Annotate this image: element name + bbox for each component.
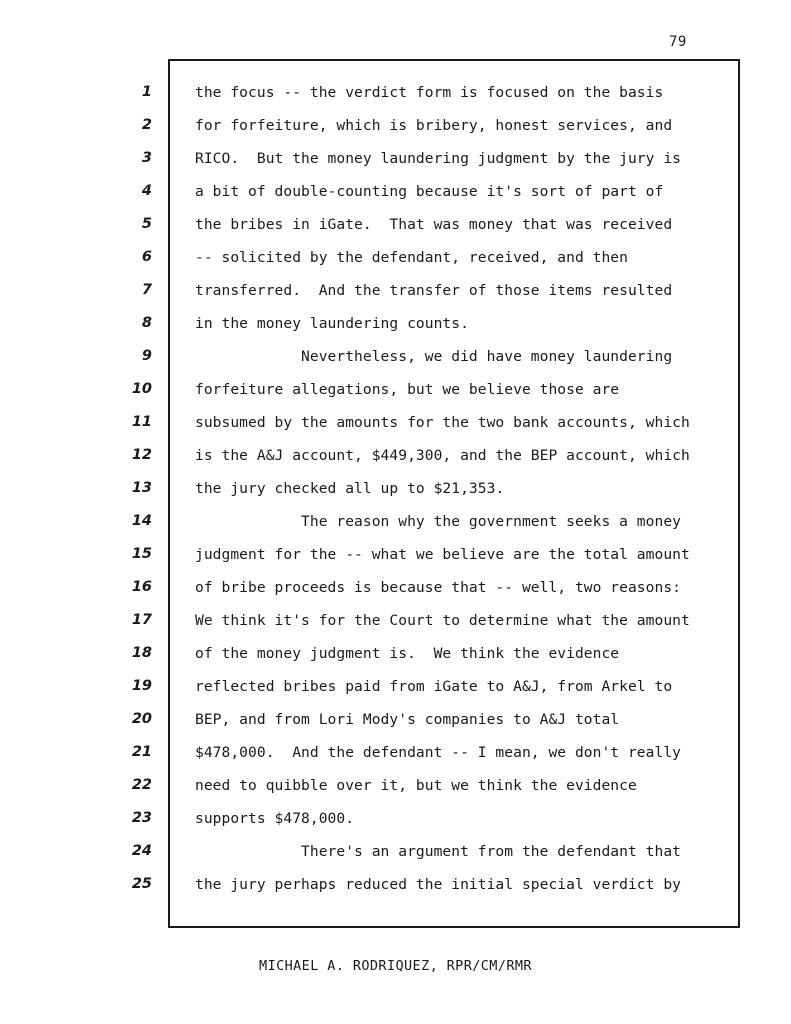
transcript-line: judgment for the -- what we believe are the total amount xyxy=(195,546,690,563)
transcript-line: need to quibble over it, but we think the evidence xyxy=(195,777,637,794)
transcript-line: $478,000. And the defendant -- I mean, we don't really xyxy=(195,744,681,761)
line-number: 14 xyxy=(131,513,152,529)
transcript-line: in the money laundering counts. xyxy=(195,315,469,332)
transcript-line: RICO. But the money laundering judgment by the jury is xyxy=(195,150,681,167)
line-number: 4 xyxy=(141,183,152,199)
line-number: 1 xyxy=(141,84,152,100)
line-number: 8 xyxy=(141,315,152,331)
line-number: 21 xyxy=(131,744,152,760)
reporter-footer: MICHAEL A. RODRIQUEZ, RPR/CM/RMR xyxy=(259,958,532,974)
line-number: 12 xyxy=(131,447,152,463)
transcript-line: a bit of double-counting because it's sort of part of xyxy=(195,183,664,200)
line-number: 22 xyxy=(131,777,152,793)
line-number: 23 xyxy=(131,810,152,826)
line-number: 9 xyxy=(141,348,152,364)
transcript-line: We think it's for the Court to determine what the amount xyxy=(195,612,690,629)
transcript-line: transferred. And the transfer of those items resulted xyxy=(195,282,673,299)
transcript-line: of bribe proceeds is because that -- well, two reasons: xyxy=(195,579,681,596)
transcript-line: is the A&J account, $449,300, and the BEP account, which xyxy=(195,447,690,464)
line-number: 18 xyxy=(131,645,152,661)
transcript-line: the jury perhaps reduced the initial special verdict by xyxy=(195,876,681,893)
line-number: 19 xyxy=(131,678,152,694)
line-number: 17 xyxy=(131,612,152,628)
transcript-line: BEP, and from Lori Mody's companies to A&J total xyxy=(195,711,620,728)
line-number: 15 xyxy=(131,546,152,562)
transcript-line: the jury checked all up to $21,353. xyxy=(195,480,505,497)
line-number: 7 xyxy=(141,282,152,298)
line-number: 13 xyxy=(131,480,152,496)
transcript-line: for forfeiture, which is bribery, honest services, and xyxy=(195,117,673,134)
line-number: 3 xyxy=(141,150,152,166)
transcript-line: Nevertheless, we did have money laundering xyxy=(195,348,673,365)
line-number: 11 xyxy=(131,414,152,430)
page-number: 79 xyxy=(669,34,687,50)
transcript-line: forfeiture allegations, but we believe those are xyxy=(195,381,620,398)
line-number: 16 xyxy=(131,579,152,595)
transcript-line: the focus -- the verdict form is focused on the basis xyxy=(195,84,664,101)
transcript-line: supports $478,000. xyxy=(195,810,355,827)
transcript-line: the bribes in iGate. That was money that was received xyxy=(195,216,673,233)
transcript-line: of the money judgment is. We think the evidence xyxy=(195,645,620,662)
transcript-line: subsumed by the amounts for the two bank accounts, which xyxy=(195,414,690,431)
line-number: 2 xyxy=(141,117,152,133)
line-number: 24 xyxy=(131,843,152,859)
line-number: 20 xyxy=(131,711,152,727)
transcript-line: The reason why the government seeks a money xyxy=(195,513,681,530)
line-number: 10 xyxy=(131,381,152,397)
transcript-line: There's an argument from the defendant that xyxy=(195,843,681,860)
line-number: 6 xyxy=(141,249,152,265)
transcript-line: -- solicited by the defendant, received, and then xyxy=(195,249,628,266)
transcript-line: reflected bribes paid from iGate to A&J, from Arkel to xyxy=(195,678,673,695)
line-number: 25 xyxy=(131,876,152,892)
line-number: 5 xyxy=(141,216,152,232)
